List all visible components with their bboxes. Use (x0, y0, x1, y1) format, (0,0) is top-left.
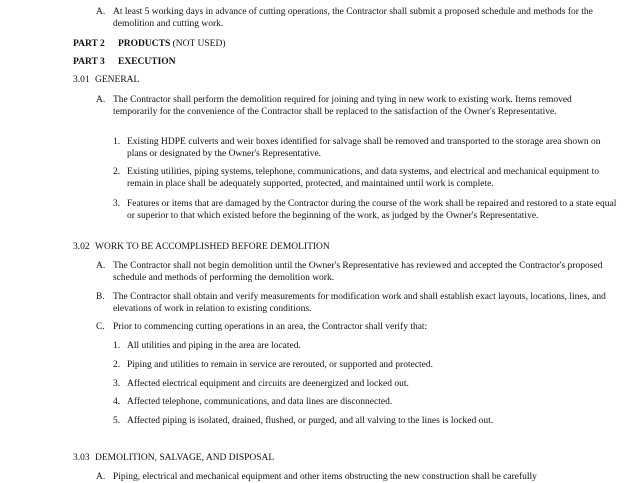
list-item-marker: 5. (113, 416, 121, 426)
list-item-marker: 1. (113, 341, 121, 351)
list-item-marker: 3. (113, 199, 121, 209)
paragraph-marker: A. (96, 95, 106, 105)
list-item-marker: 2. (113, 360, 121, 370)
section-3-02-paragraph-a (96, 260, 618, 284)
section-3-01-heading (73, 74, 593, 86)
section-3-02-heading (73, 241, 593, 253)
section-title: WORK TO BE ACCOMPLISHED BEFORE DEMOLITION (95, 242, 330, 252)
intro-paragraph-a (96, 6, 618, 30)
part-number: PART 2 (73, 39, 105, 49)
paragraph-text: The Contractor shall obtain and verify measurements for modification work and shall establish exact layouts, locations, lines, and elevations of work in relation to existing conditions. (113, 292, 606, 314)
list-item (113, 136, 618, 160)
part-note: (NOT USED) (172, 39, 226, 49)
list-item-text: All utilities and piping in the area are located. (127, 341, 301, 351)
paragraph-marker: A. (96, 472, 106, 482)
section-3-01-paragraph-a (96, 94, 618, 118)
paragraph-text: The Contractor shall perform the demolition required for joining and tying in new work to existing work. Items removed temporarily for the convenience of the Contractor shall be replaced to the satisfaction of the Owner's Representative. (113, 95, 572, 117)
section-number: 3.03 (73, 453, 90, 463)
list-item-text: Existing HDPE culverts and weir boxes identified for salvage shall be removed and transported to the storage area shown on plans or designated by the Owner's Representative. (127, 137, 601, 159)
list-item-marker: 3. (113, 379, 121, 389)
list-item-text: Existing utilities, piping systems, telephone, communications, and data systems, and electrical and mechanical equipment to remain in place shall be adequately supported, protected, and maintained until work is complete. (127, 167, 599, 189)
list-item-text: Piping and utilities to remain in service are rerouted, or supported and protected. (127, 360, 434, 370)
list-item-text: Features or items that are damaged by the Contractor during the course of the work shall be repaired and restored to a state equal or superior to that which existed before the beginning of the work, as judged by the Owner's Representative. (127, 199, 617, 221)
paragraph-marker: A. (96, 261, 106, 271)
list-item (113, 340, 618, 352)
list-item (113, 378, 618, 390)
list-item-marker: 2. (113, 167, 121, 177)
part-3-heading (73, 56, 593, 68)
section-3-03-paragraph-a (96, 471, 618, 483)
section-number: 3.02 (73, 242, 90, 252)
section-title: GENERAL (95, 75, 140, 85)
paragraph-text: Piping, electrical and mechanical equipment and other items obstructing the new construction shall be carefully (113, 472, 537, 482)
paragraph-marker: A. (96, 7, 106, 17)
paragraph-marker: B. (96, 292, 105, 302)
list-item-text: Affected telephone, communications, and data lines are disconnected. (127, 397, 393, 407)
paragraph-marker: C. (96, 322, 105, 332)
list-item-marker: 4. (113, 397, 121, 407)
section-3-03-heading (73, 452, 593, 464)
part-2-heading (73, 38, 593, 50)
part-number: PART 3 (73, 57, 105, 67)
list-item-text: Affected piping is isolated, drained, flushed, or purged, and all valving to the lines is locked out. (127, 416, 494, 426)
list-item-text: Affected electrical equipment and circuits are deenergized and locked out. (127, 379, 409, 389)
list-item (113, 166, 618, 190)
paragraph-text: The Contractor shall not begin demolition until the Owner's Representative has reviewed and accepted the Contractor's proposed schedule and methods of performing the demolition work. (113, 261, 603, 283)
section-title: DEMOLITION, SALVAGE, AND DISPOSAL (95, 453, 275, 463)
section-3-02-paragraph-b (96, 291, 618, 315)
section-3-02-paragraph-c (96, 321, 618, 333)
paragraph-text: Prior to commencing cutting operations in an area, the Contractor shall verify that: (113, 322, 428, 332)
list-item (113, 359, 618, 371)
part-title: PRODUCTS (118, 39, 171, 49)
list-item (113, 415, 618, 427)
list-item-marker: 1. (113, 137, 121, 147)
list-item (113, 396, 618, 408)
section-number: 3.01 (73, 75, 90, 85)
part-title: EXECUTION (118, 57, 176, 67)
paragraph-text: At least 5 working days in advance of cutting operations, the Contractor shall submit a proposed schedule and methods for the demolition and cutting work. (113, 7, 593, 29)
list-item (113, 198, 618, 222)
